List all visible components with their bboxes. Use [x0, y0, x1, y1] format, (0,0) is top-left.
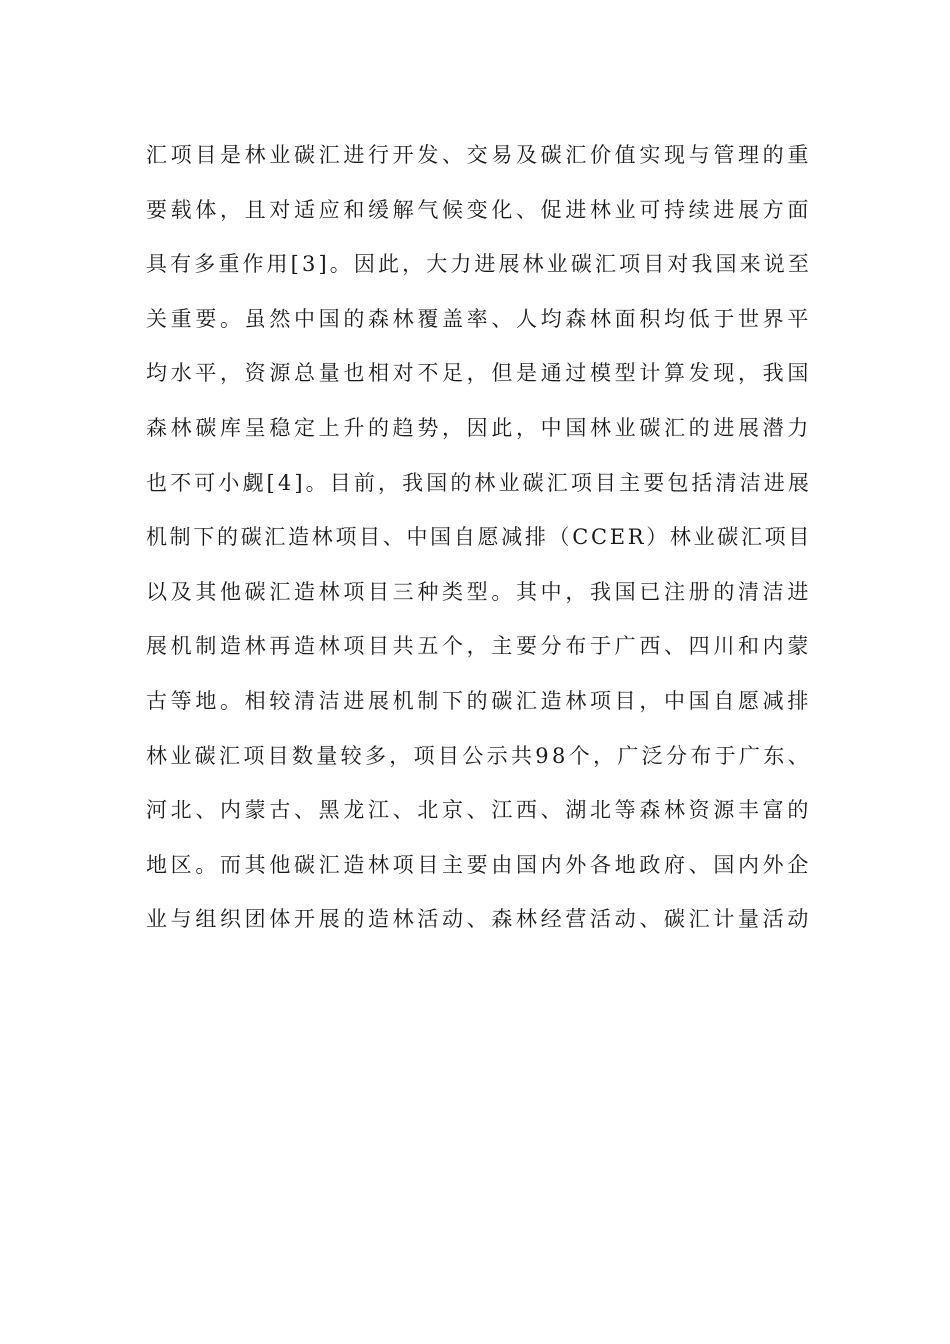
text-line: 古等地。相较清洁进展机制下的碳汇造林项目，中国自愿减排 — [146, 688, 812, 713]
text-line: 机制下的碳汇造林项目、中国自愿减排（CCER）林业碳汇项目 — [146, 525, 812, 550]
text-line: 森林碳库呈稳定上升的趋势，因此，中国林业碳汇的进展潜力 — [146, 415, 812, 440]
text-line: 均水平，资源总量也相对不足，但是通过模型计算发现，我国 — [146, 361, 812, 386]
text-line: 以及其他碳汇造林项目三种类型。其中，我国已注册的清洁进 — [146, 579, 812, 604]
text-line: 林业碳汇项目数量较多，项目公示共98个，广泛分布于广东、 — [146, 743, 812, 768]
body-text — [146, 128, 812, 947]
text-line: 河北、内蒙古、黑龙江、北京、江西、湖北等森林资源丰富的 — [146, 798, 812, 823]
text-line: 业与组织团体开展的造林活动、森林经营活动、碳汇计量活动 — [146, 907, 812, 932]
text-line: 具有多重作用[3]。因此，大力进展林业碳汇项目对我国来说至 — [146, 252, 812, 277]
text-line: 也不可小觑[4]。目前，我国的林业碳汇项目主要包括清洁进展 — [146, 470, 812, 495]
text-line: 关重要。虽然中国的森林覆盖率、人均森林面积均低于世界平 — [146, 306, 812, 331]
text-line: 要载体，且对适应和缓解气候变化、促进林业可持续进展方面 — [146, 197, 812, 222]
text-line: 地区。而其他碳汇造林项目主要由国内外各地政府、国内外企 — [146, 852, 812, 877]
text-line: 展机制造林再造林项目共五个，主要分布于广西、四川和内蒙 — [146, 634, 812, 659]
text-line: 汇项目是林业碳汇进行开发、交易及碳汇价值实现与管理的重 — [146, 143, 812, 167]
